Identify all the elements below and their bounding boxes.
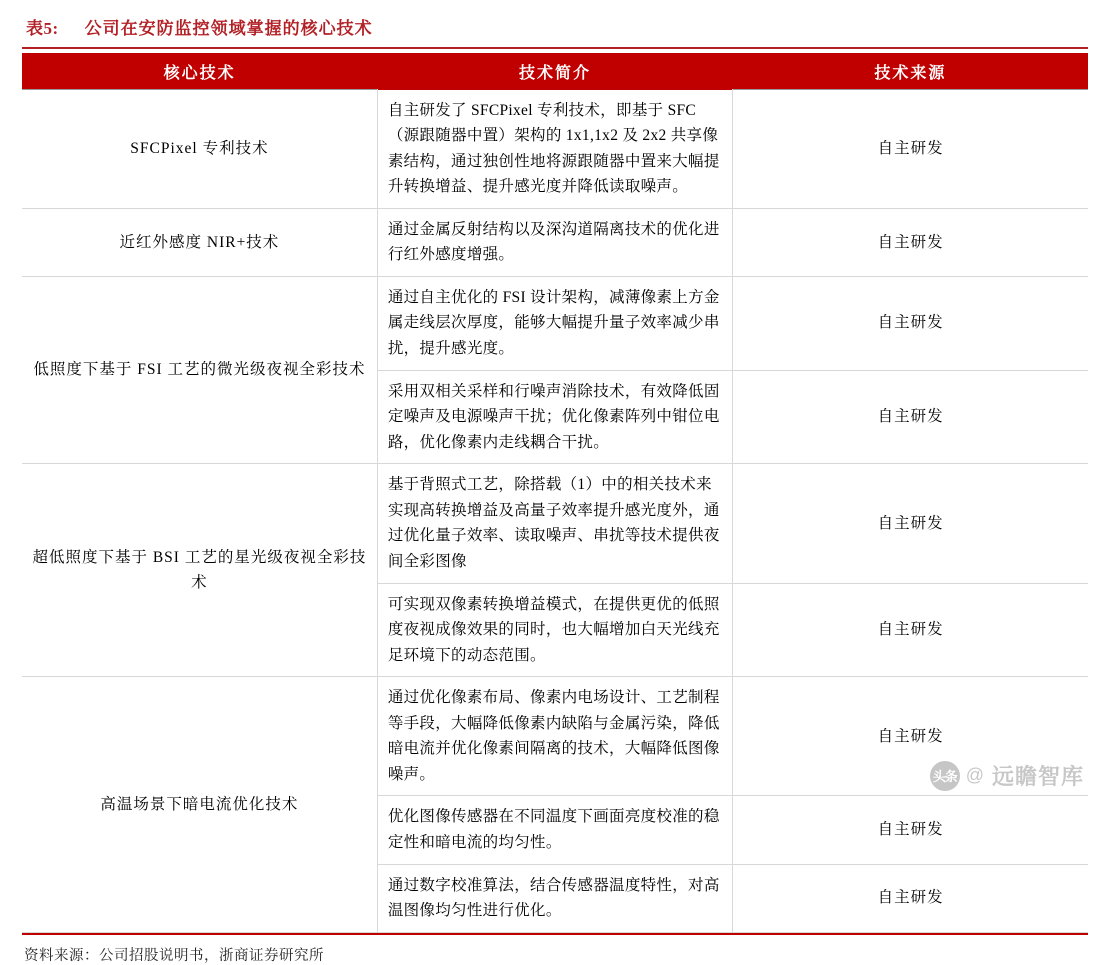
table-row	[22, 464, 1088, 583]
cell-technology-source: 自主研发	[733, 583, 1088, 677]
watermark-name: 远瞻智库	[991, 764, 1084, 789]
cell-core-technology: 高温场景下暗电流优化技术	[22, 677, 377, 933]
source-note: 资料来源：公司招股说明书，浙商证券研究所	[24, 947, 324, 964]
cell-technology-description: 基于背照式工艺，除搭载（1）中的相关技术来实现高转换增益及高量子效率提升感光度外，通过优化量子效率、读取噪声、串扰等技术提供夜间全彩图像	[377, 464, 732, 583]
cell-technology-description: 可实现双像素转换增益模式，在提供更优的低照度夜视成像效果的同时，也大幅增加白天光线充足环境下的动态范围。	[377, 583, 732, 677]
cell-technology-source: 自主研发	[733, 796, 1088, 864]
cell-technology-source: 自主研发	[733, 464, 1088, 583]
header-row	[22, 53, 1088, 90]
table-title	[22, 10, 1088, 47]
cell-technology-description: 采用双相关采样和行噪声消除技术，有效降低固定噪声及电源噪声干扰；优化像素阵列中钳位电路，优化像素内走线耦合干扰。	[377, 370, 732, 464]
header-core-technology: 核心技术	[22, 53, 377, 90]
cell-technology-source: 自主研发	[733, 864, 1088, 932]
cell-core-technology: 超低照度下基于 BSI 工艺的星光级夜视全彩技术	[22, 464, 377, 677]
table-body	[22, 90, 1088, 933]
cell-technology-source: 自主研发	[733, 90, 1088, 209]
cell-technology-description: 优化图像传感器在不同温度下画面亮度校准的稳定性和暗电流的均匀性。	[377, 796, 732, 864]
table-bottom-divider	[22, 933, 1088, 935]
cell-technology-description: 通过金属反射结构以及深沟道隔离技术的优化进行红外感度增强。	[377, 208, 732, 276]
cell-technology-source: 自主研发	[733, 677, 1088, 796]
core-technology-table	[22, 53, 1088, 933]
cell-technology-description: 自主研发了 SFCPixel 专利技术，即基于 SFC（源跟随器中置）架构的 1x1,1x2 及 2x2 共享像素结构，通过独创性地将源跟随器中置来大幅提升转换增益、提升感光度并降低读取噪声。	[377, 90, 732, 209]
header-technology-source: 技术来源	[733, 53, 1088, 90]
title-divider	[22, 47, 1088, 49]
table-row	[22, 208, 1088, 276]
cell-technology-source: 自主研发	[733, 208, 1088, 276]
cell-technology-source: 自主研发	[733, 276, 1088, 370]
cell-technology-description: 通过优化像素布局、像素内电场设计、工艺制程等手段，大幅降低像素内缺陷与金属污染，降低暗电流并优化像素间隔离的技术，大幅降低图像噪声。	[377, 677, 732, 796]
cell-core-technology: 近红外感度 NIR+技术	[22, 208, 377, 276]
cell-technology-description: 通过数字校准算法，结合传感器温度特性，对高温图像均匀性进行优化。	[377, 864, 732, 932]
table-row	[22, 276, 1088, 370]
watermark	[930, 760, 1084, 791]
cell-core-technology: 低照度下基于 FSI 工艺的微光级夜视全彩技术	[22, 276, 377, 463]
cell-technology-source: 自主研发	[733, 370, 1088, 464]
table-title-text: 公司在安防监控领域掌握的核心技术	[84, 19, 373, 38]
table-title-label: 表5:	[26, 19, 59, 38]
table-header	[22, 53, 1088, 90]
header-technology-description: 技术简介	[377, 53, 732, 90]
cell-technology-description: 通过自主优化的 FSI 设计架构，减薄像素上方金属走线层次厚度，能够大幅提升量子效率减少串扰，提升感光度。	[377, 276, 732, 370]
watermark-at: @	[965, 765, 984, 785]
table-row	[22, 90, 1088, 209]
cell-core-technology: SFCPixel 专利技术	[22, 90, 377, 209]
table-row	[22, 677, 1088, 796]
watermark-logo: 头条	[930, 761, 960, 791]
